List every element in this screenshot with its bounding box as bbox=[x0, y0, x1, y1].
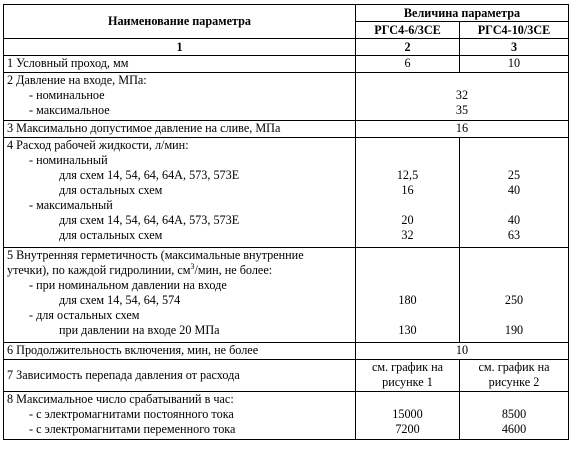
row-5-name-line-1: 5 Внутренняя герметичность (максимальные внутренние bbox=[7, 248, 304, 262]
row-8-sub-dc: - с электромагнитами постоянного тока bbox=[29, 407, 234, 421]
row-5-other-a: 130 bbox=[398, 323, 417, 337]
row-1-value-a: 6 bbox=[356, 56, 460, 73]
row-7-value-b: см. график на рисунке 2 bbox=[460, 360, 569, 392]
row-8-dc-a: 15000 bbox=[392, 407, 423, 421]
row-6-value: 10 bbox=[356, 343, 569, 360]
row-3-name: 3 Максимально допустимое давление на сливе, МПа bbox=[4, 121, 356, 138]
row-4-nominal-schemes-b: 25 bbox=[507, 168, 521, 182]
row-4-maximal-other-b: 63 bbox=[507, 228, 521, 242]
row-1-name: 1 Условный проход, мм bbox=[4, 56, 356, 73]
row-5-sub-other: - для остальных схем bbox=[29, 308, 140, 322]
header-row bbox=[4, 5, 569, 22]
row-5-sub-nominal-pressure: - при номинальном давлении на входе bbox=[29, 278, 227, 292]
table-row bbox=[4, 248, 569, 343]
row-1-value-b: 10 bbox=[460, 56, 569, 73]
row-8-ac-b: 4600 bbox=[501, 422, 527, 436]
row-7-value-a: см. график на рисунке 1 bbox=[356, 360, 460, 392]
row-3-value: 16 bbox=[356, 121, 569, 138]
row-2-name: 2 Давление на входе, МПа: bbox=[7, 73, 147, 87]
row-8-name: 8 Максимальное число срабатываний в час: bbox=[7, 392, 234, 406]
header-col-a: РГС4-6/3СЕ bbox=[356, 22, 460, 39]
row-2-value-maximal: 35 bbox=[455, 103, 469, 117]
header-param-name: Наименование параметра bbox=[4, 5, 356, 39]
parameters-table bbox=[3, 4, 569, 440]
row-8-dc-b: 8500 bbox=[501, 407, 527, 421]
table-row bbox=[4, 138, 569, 248]
row-5-nominal-b: 250 bbox=[504, 293, 524, 307]
row-2-sub-nominal: - номинальное bbox=[29, 88, 105, 102]
row-4-nominal-schemes-label: для схем 14, 54, 64, 64А, 573, 573Е bbox=[59, 168, 240, 182]
row-5-nominal-a: 180 bbox=[398, 293, 417, 307]
row-8-values-b bbox=[460, 392, 569, 440]
row-2-name-cell bbox=[4, 73, 356, 121]
row-4-nominal-other-b: 40 bbox=[507, 183, 521, 197]
row-4-maximal-schemes-label: для схем 14, 54, 64, 64А, 573, 573Е bbox=[59, 213, 240, 227]
table-row bbox=[4, 343, 569, 360]
row-8-ac-a: 7200 bbox=[395, 422, 420, 436]
column-number-3: 3 bbox=[460, 39, 569, 56]
row-4-nominal-other-a: 16 bbox=[401, 183, 414, 197]
row-2-sub-maximal: - максимальное bbox=[29, 103, 110, 117]
row-4-sub-maximal: - максимальный bbox=[29, 198, 113, 212]
table-row bbox=[4, 360, 569, 392]
table-row bbox=[4, 56, 569, 73]
row-4-nominal-other-label: для остальных схем bbox=[59, 183, 163, 197]
row-2-values bbox=[356, 73, 569, 121]
table-row bbox=[4, 73, 569, 121]
table-row bbox=[4, 121, 569, 138]
row-4-maximal-other-a: 32 bbox=[401, 228, 414, 242]
row-2-value-nominal: 32 bbox=[455, 88, 469, 102]
column-number-row bbox=[4, 39, 569, 56]
column-number-2: 2 bbox=[356, 39, 460, 56]
row-5-name-cell bbox=[4, 248, 356, 343]
row-4-maximal-schemes-a: 20 bbox=[401, 213, 414, 227]
row-5-values-a bbox=[356, 248, 460, 343]
row-5-values-b bbox=[460, 248, 569, 343]
row-4-maximal-schemes-b: 40 bbox=[507, 213, 521, 227]
row-4-values-a bbox=[356, 138, 460, 248]
row-8-sub-ac: - с электромагнитами переменного тока bbox=[29, 422, 236, 436]
row-4-values-b bbox=[460, 138, 569, 248]
row-4-maximal-other-label: для остальных схем bbox=[59, 228, 163, 242]
row-4-nominal-schemes-a: 12,5 bbox=[396, 168, 419, 182]
table-row bbox=[4, 392, 569, 440]
row-4-name-cell bbox=[4, 138, 356, 248]
row-6-name: 6 Продолжительность включения, мин, не более bbox=[4, 343, 356, 360]
row-5-other-b: 190 bbox=[504, 323, 524, 337]
row-5-sub-nominal-schemes: для схем 14, 54, 64, 574 bbox=[59, 293, 181, 307]
row-5-sub-other-pressure: при давлении на входе 20 МПа bbox=[59, 323, 220, 337]
row-8-name-cell bbox=[4, 392, 356, 440]
row-7-name: 7 Зависимость перепада давления от расхода bbox=[4, 360, 356, 392]
column-number-1: 1 bbox=[4, 39, 356, 56]
header-param-value: Величина параметра bbox=[356, 5, 569, 22]
row-8-values-a bbox=[356, 392, 460, 440]
row-5-name-line-2: утечки), по каждой гидролинии, $см^3$/мин, не более: bbox=[7, 261, 273, 277]
row-4-sub-nominal: - номинальный bbox=[29, 153, 108, 167]
row-4-name: 4 Расход рабочей жидкости, л/мин: bbox=[7, 138, 189, 152]
header-col-b: РГС4-10/3СЕ bbox=[460, 22, 569, 39]
